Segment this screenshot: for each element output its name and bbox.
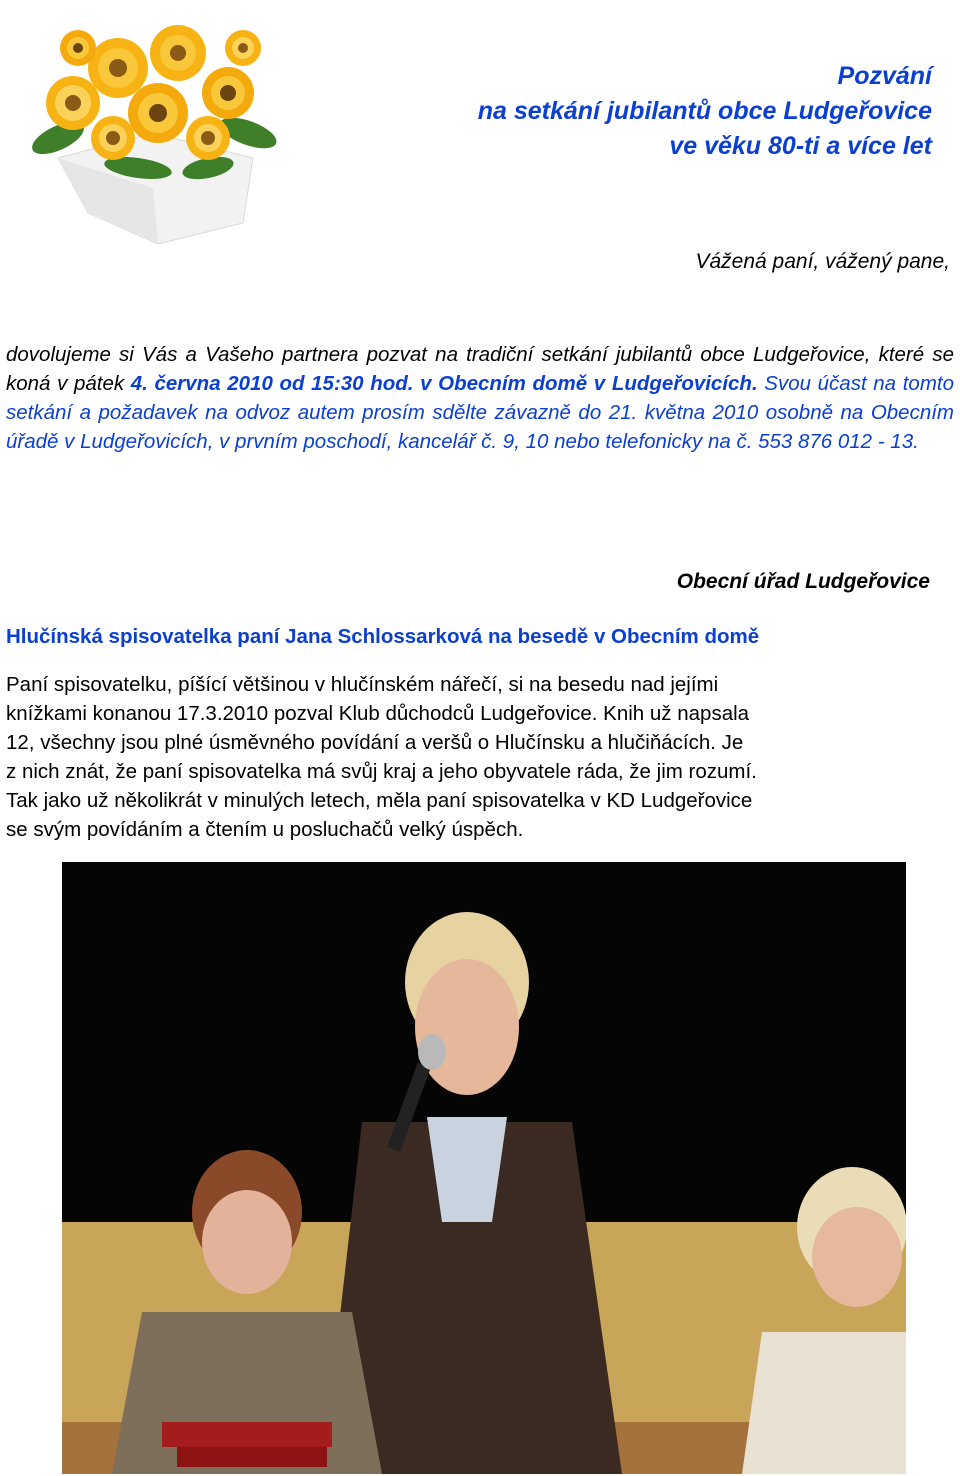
event-photo bbox=[62, 862, 906, 1474]
article-line: knížkami konanou 17.3.2010 pozval Klub důchodců Ludgeřovice. Knih už napsala bbox=[6, 702, 750, 725]
signature: Obecní úřad Ludgeřovice bbox=[676, 570, 930, 593]
article-line: Paní spisovatelku, píšící většinou v hlučínském nářečí, si na besedu nad jejími bbox=[6, 673, 719, 696]
greeting: Vážená paní, vážený pane, bbox=[695, 250, 950, 273]
invitation-body bbox=[6, 340, 954, 456]
article-line: 12, všechny jsou plné úsměvného povídání a veršů o Hlučínsku a hlučiňácích. Je bbox=[6, 731, 744, 754]
article-line: se svým povídáním a čtením u posluchačů velký úspěch. bbox=[6, 818, 524, 841]
invitation-title-line-3: ve věku 80-ti a více let bbox=[669, 132, 932, 160]
event-place: v Obecním domě v Ludgeřovicích. bbox=[413, 372, 758, 395]
event-date: 4. června 2010 od 15:30 hod. bbox=[130, 372, 414, 395]
article-line: z nich znát, že paní spisovatelka má svůj kraj a jeho obyvatele ráda, že jim rozumí. bbox=[6, 760, 757, 783]
invitation-title-line-2: na setkání jubilantů obce Ludgeřovice bbox=[477, 97, 932, 125]
body-intro: dovolujeme si Vás a Vašeho partnera pozvat na tradiční setkání jubilantů obce Ludgeřovice, které se koná v pátek bbox=[6, 343, 954, 395]
invitation-title-line-1: Pozvání bbox=[837, 62, 932, 90]
article-line: Tak jako už několikrát v minulých letech, měla paní spisovatelka v KD Ludgeřovice bbox=[6, 789, 753, 812]
flower-bouquet-image bbox=[18, 8, 288, 244]
article-body bbox=[6, 670, 954, 844]
article-headline: Hlučínská spisovatelka paní Jana Schlossarková na besedě v Obecním domě bbox=[6, 625, 760, 648]
body-rsvp: Svou účast na tomto setkání a požadavek na odvoz autem prosím sdělte závazně do 21. května 2010 osobně na Obecním úřadě v Ludgeřovicích, v prvním poschodí, kancelář č. 9, 10 nebo telefonicky na č. 553 876 012 - 13. bbox=[6, 372, 954, 453]
